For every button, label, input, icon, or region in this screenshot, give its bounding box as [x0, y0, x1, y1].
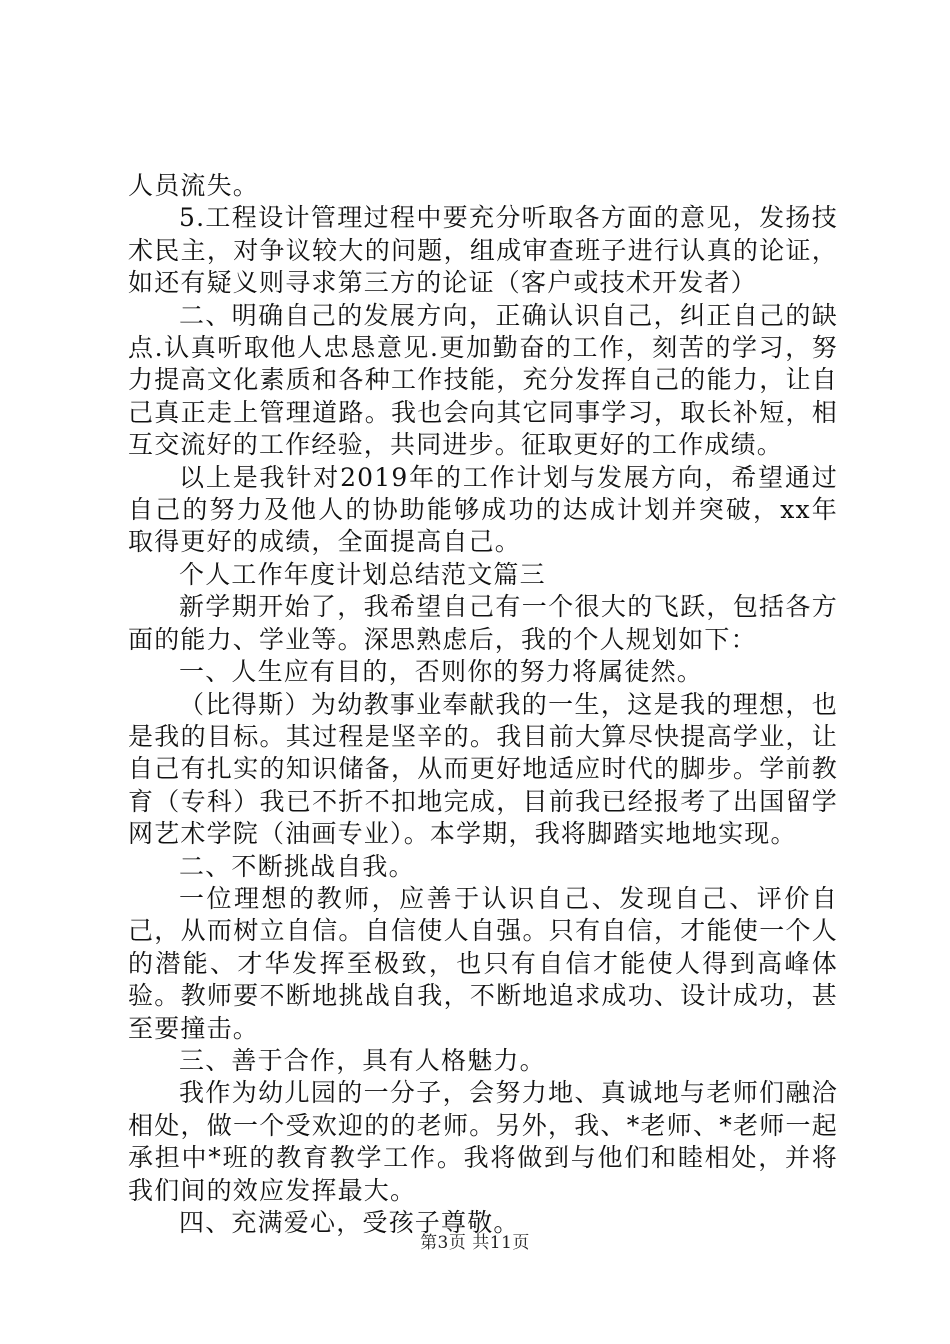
subheading-challenge: 二、不断挑战自我。 [179, 851, 415, 881]
paragraph-new-semester: 新学期开始了，我希望自己有一个很大的飞跃，包括各方面的能力、学业等。深思熟虑后，我的个人规划如下： [128, 592, 838, 654]
document-body [128, 170, 838, 1239]
subheading-goal: 一、人生应有目的，否则你的努力将属徒然。 [179, 657, 704, 687]
paragraph-summary: 以上是我针对2019年的工作计划与发展方向，希望通过自己的努力及他人的协助能够成功的达成计划并突破，xx年取得更好的成绩，全面提高自己。 [128, 462, 838, 557]
subheading-cooperation: 三、善于合作，具有人格魅力。 [179, 1045, 546, 1075]
paragraph-ideal: （比得斯）为幼教事业奉献我的一生，这是我的理想，也是我的目标。其过程是坚辛的。我目前大算尽快提高学业，让自己有扎实的知识储备，从而更好地适应时代的脚步。学前教育（专科）我已不折不扣地完成，目前我已经报考了出国留学网艺术学院（油画专业）。本学期，我将脚踏实地地实现。 [128, 689, 838, 849]
paragraph-kindergarten: 我作为幼儿园的一分子，会努力地、真诚地与老师们融洽相处，做一个受欢迎的的老师。另外，我、*老师、*老师一起承担中*班的教育教学工作。我将做到与他们和睦相处，并将我们间的效应发挥最大。 [128, 1078, 838, 1205]
paragraph-continuation: 人员流失。 [128, 171, 260, 200]
page-number-footer: 第3页 共11页 [420, 1233, 530, 1253]
subheading-love: 四、充满爱心，受孩子尊敬。 [179, 1208, 520, 1237]
section-heading: 个人工作年度计划总结范文篇三 [179, 559, 546, 589]
paragraph-item-5: 5.工程设计管理过程中要充分听取各方面的意见，发扬技术民主，对争议较大的问题，组成审查班子进行认真的论证，如还有疑义则寻求第三方的论证（客户或技术开发者） [128, 203, 838, 298]
paragraph-direction: 二、明确自己的发展方向，正确认识自己，纠正自己的缺点.认真听取他人忠恳意见.更加勤奋的工作，刻苦的学习，努力提高文化素质和各种工作技能，充分发挥自己的能力，让自己真正走上管理道路。我也会向其它同事学习，取长补短，相互交流好的工作经验，共同进步。征取更好的工作成绩。 [128, 300, 838, 460]
paragraph-teacher: 一位理想的教师，应善于认识自己、发现自己、评价自己，从而树立自信。自信使人自强。只有自信，才能使一个人的潜能、才华发挥至极致，也只有自信才能使人得到高峰体验。教师要不断地挑战自我，不断地追求成功、设计成功，甚至要撞击。 [128, 883, 838, 1043]
